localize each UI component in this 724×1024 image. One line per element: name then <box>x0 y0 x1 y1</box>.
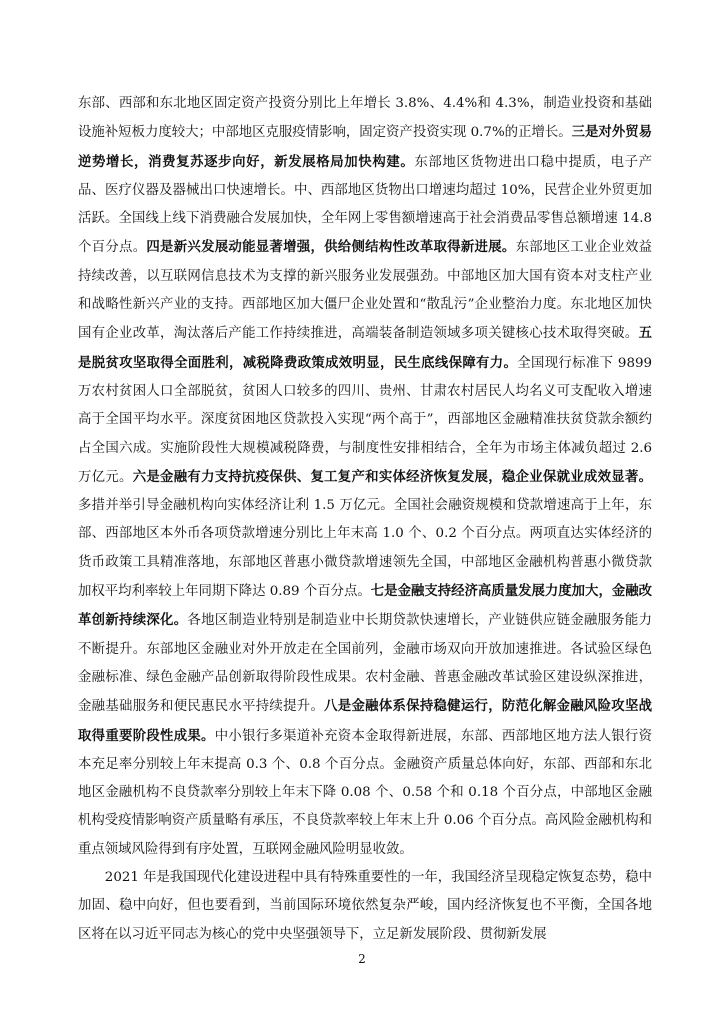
paragraph-summary <box>78 90 652 864</box>
bold-heading-3: 三是对外贸易逆势增长，消费复苏逐步向好，新发展格局加快构建。 <box>78 124 652 170</box>
bold-heading-4: 四是新兴发展动能显著增强，供给侧结构性改革取得新进展。 <box>146 239 516 256</box>
bold-heading-5: 五是脱贫攻坚取得全面胜利，减税降费政策成效明显，民生底线保障有力。 <box>78 325 652 371</box>
bold-heading-8: 八是金融体系保持稳健运行，防范化解金融风险攻坚战取得重要阶段性成果。 <box>78 698 653 744</box>
paragraph-outlook: 2021 年是我国现代化建设进程中具有特殊重要性的一年，我国经济呈现稳定恢复态势，稳中加固、稳中向好，但也要看到，当前国际环境依然复杂严峻，国内经济恢复也不平衡，全国各地区将在以习近平同志为核心的党中央坚强领导下，立足新发展阶段、贯彻新发展 <box>78 870 652 942</box>
body-text <box>78 90 652 949</box>
paragraph-text: 多措并举引导金融机构向实体经济让利 1.5 万亿元。全国社会融资规模和贷款增速高于上年，东部、西部地区本外币各项贷款增速分别比上年末高 1.0 个、0.2 个百分点。两项直达实体经济的货币政策工具精准落地，东部地区普惠小微贷款增速领先全国，中部地区金融机构普惠小微贷款加权平均利率较上年同期下降达 0.89 个百分点。 <box>78 498 652 600</box>
paragraph-text: 各地区制造业特别是制造业中长期贷款快速增长，产业链供应链金融服务能力不断提升。东部地区金融业对外开放走在全国前列，金融市场双向开放加速推进。各试验区绿色金融标准、绿色金融产品创新取得阶段性成果。农村金融、普惠金融改革试验区建设纵深推进，金融基础服务和便民惠民水平持续提升。 <box>78 613 653 715</box>
paragraph-text: 东部地区货物进出口稳中提质，电子产品、医疗仪器及器械出口快速增长。中、西部地区货物出口增速均超过 10%，民营企业外贸更加活跃。全国线上线下消费融合发展加快，全年网上零售额增速高于社会消费品零售总额增速 14.8 个百分点。 <box>78 154 653 256</box>
bold-heading-7: 七是金融支持经济高质量发展力度加大，金融改革创新持续深化。 <box>78 583 653 629</box>
paragraph-text: 东部地区工业企业效益持续改善，以互联网信息技术为支撑的新兴服务业发展强劲。中部地区加大国有资本对支柱产业和战略性新兴产业的支持。西部地区加大僵尸企业处置和“散乱污”企业整治力度。东北地区加快国有企业改革，淘汰落后产能工作持续推进，高端装备制造领域多项关键核心技术取得突破。 <box>78 240 653 342</box>
paragraph-text: 全国现行标准下 9899 万农村贫困人口全部脱贫，贫困人口较多的四川、贵州、甘肃农村居民人均名义可支配收入增速高于全国平均水平。深度贫困地区贷款投入实现“两个高于”，西部地区金融精准扶贫贷款余额约占全国六成。实施阶段性大规模减税降费，与制度性安排相结合，全年为市场主体减负超过 2.6 万亿元。 <box>78 355 653 485</box>
page-number: 2 <box>358 952 366 966</box>
paragraph-text: 中小银行多渠道补充资本金取得新进展，东部、西部地区地方法人银行资本充足率分别较上年末提高 0.3 个、0.8 个百分点。金融资产质量总体向好，东部、西部和东北地区金融机构不良贷款率分别较上年末下降 0.08 个、0.58 个和 0.18 个百分点，中部地区金融机构受疫情影响资产质量略有承压，不良贷款率较上年末上升 0.06 个百分点。高风险金融机构和重点领域风险得到有序处置，互联网金融风险明显收敛。 <box>78 728 652 857</box>
paragraph-text: 东部、西部和东北地区固定资产投资分别比上年增长 3.8%、4.4%和 4.3%，制造业投资和基础设施补短板力度较大；中部地区克服疫情影响，固定资产投资实现 0.7%的正增长。 <box>78 96 652 141</box>
bold-heading-6: 六是金融有力支持抗疫保供、复工复产和实体经济恢复发展，稳企业保就业成效显著。 <box>132 468 653 485</box>
